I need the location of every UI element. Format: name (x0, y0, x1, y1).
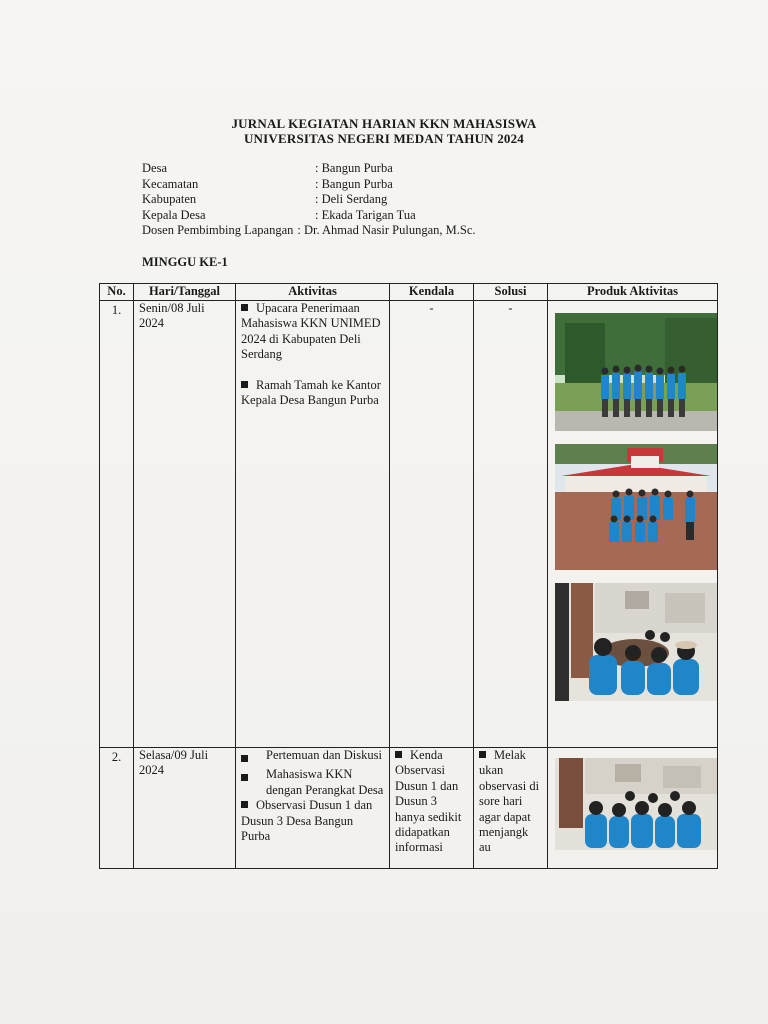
bullet-icon (241, 378, 256, 392)
meeting-room-photo (555, 583, 717, 701)
activity-item: Observasi Dusun 1 dan Dusun 3 Desa Bangun Purba (241, 798, 373, 844)
solusi-text: Melak ukan observasi di sore hari agar dapat menjangk au (479, 748, 540, 855)
info-label: Desa (142, 161, 167, 175)
row-number: 1. (100, 301, 134, 748)
info-label: Kepala Desa (142, 207, 206, 222)
row-photos (548, 748, 718, 869)
bullet-icon (241, 771, 256, 798)
activity-item: Mahasiswa KKN dengan Perangkat Desa (266, 767, 384, 797)
header-no: No. (100, 284, 134, 301)
header-date: Hari/Tanggal (134, 284, 236, 301)
row-number: 2. (100, 748, 134, 869)
week-label: MINGGU KE-1 (142, 255, 228, 269)
table-row (100, 301, 718, 748)
row-date: Selasa/09 Juli 2024 (134, 748, 236, 869)
bullet-icon (479, 748, 494, 762)
discussion-photo (555, 758, 717, 850)
table-row (100, 748, 718, 869)
info-value: : Bangun Purba (315, 161, 393, 175)
activity-table (99, 283, 718, 869)
activity-item: Upacara Penerimaan Mahasiswa KKN UNIMED 2024 di Kabupaten Deli Serdang (241, 301, 381, 362)
activity-item: Ramah Tamah ke Kantor Kepala Desa Bangun Purba (241, 377, 381, 408)
info-block (142, 161, 476, 239)
info-label: Dosen Pembimbing Lapangan (142, 223, 294, 238)
info-value: : Bangun Purba (315, 176, 393, 191)
bullet-icon (241, 752, 256, 767)
info-row-dosen (142, 223, 476, 239)
bullet-icon (395, 748, 410, 762)
group-photo-building (555, 444, 717, 570)
row-solusi (474, 748, 548, 869)
row-activities (236, 748, 390, 869)
info-label: Kecamatan (142, 176, 199, 191)
document-subtitle: UNIVERSITAS NEGERI MEDAN TAHUN 2024 (243, 131, 525, 146)
info-label: Kabupaten (142, 192, 197, 207)
row-activities (236, 301, 390, 748)
info-row-kecamatan (142, 177, 476, 193)
header-kendala: Kendala (390, 284, 474, 301)
info-row-kepala-desa (142, 208, 476, 224)
row-photos (548, 301, 718, 748)
bullet-icon (241, 798, 256, 812)
header-produk: Produk Aktivitas (548, 284, 718, 301)
activity-item: Pertemuan dan Diskusi (266, 748, 382, 762)
document-title: JURNAL KEGIATAN HARIAN KKN MAHASISWA (231, 116, 537, 131)
table-header-row (100, 284, 718, 301)
info-row-desa (142, 161, 476, 177)
row-date: Senin/08 Juli 2024 (134, 301, 236, 748)
bullet-icon (241, 301, 256, 315)
info-row-kabupaten (142, 192, 476, 208)
row-solusi: - (474, 301, 548, 748)
kendala-text: Kenda Observasi Dusun 1 dan Dusun 3 hanya sedikit didapatkan informasi (395, 748, 462, 855)
group-photo-field (555, 313, 717, 431)
info-value: : Dr. Ahmad Nasir Pulungan, M.Sc. (297, 223, 476, 238)
info-value: : Deli Serdang (315, 192, 388, 207)
row-kendala (390, 748, 474, 869)
header-activity: Aktivitas (236, 284, 390, 301)
header-solusi: Solusi (474, 284, 548, 301)
info-value: : Ekada Tarigan Tua (315, 207, 416, 222)
row-kendala: - (390, 301, 474, 748)
